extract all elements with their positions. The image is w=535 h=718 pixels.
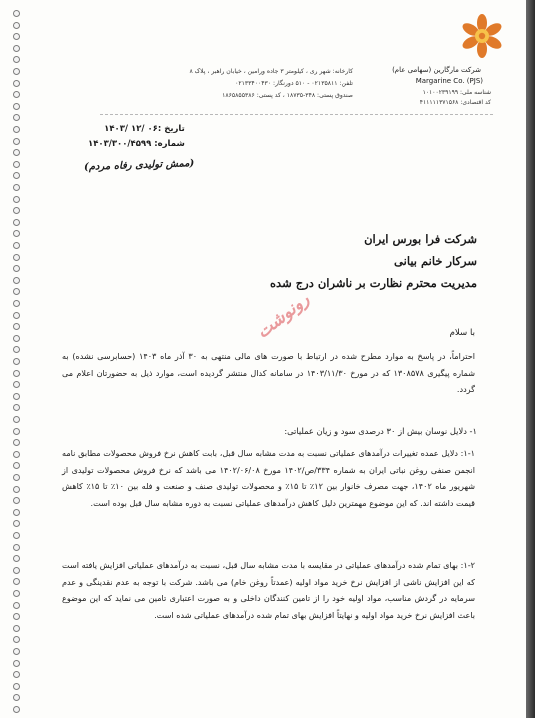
recipient-department: مدیریت محترم نظارت بر ناشران درج شده xyxy=(270,276,477,290)
binding-hole xyxy=(13,532,20,539)
binding-hole xyxy=(13,335,20,342)
binding-hole xyxy=(13,428,20,435)
binding-hole xyxy=(13,254,20,261)
national-id: شناسه ملی: ۱۰۱۰۰۲۳۹۱۹۹ xyxy=(422,89,491,96)
handwritten-note: (ممش تولیدی رفاه مردم) xyxy=(83,158,195,173)
binding-hole xyxy=(13,358,20,365)
binding-hole xyxy=(13,706,20,713)
recipient-block xyxy=(270,228,477,294)
binding-hole xyxy=(13,114,20,121)
binding-hole xyxy=(13,636,20,643)
binding-hole xyxy=(13,416,20,423)
binding-hole xyxy=(13,486,20,493)
binding-hole xyxy=(13,578,20,585)
binding-hole xyxy=(13,567,20,574)
item-1-1-paragraph: ۱-۱: دلایل عمده تغییرات درآمدهای عملیاتی نسبت به مدت مشابه سال قبل، بابت کاهش نرخ فروش محصولات مطابق نامه انجمن صنفی روغن نباتی ایران به شماره ۳۳۴/ص/۱۴۰۲ مورخ ۱۴۰۲/۰۶/۰۸ می باشد که نرخ فروش محصولات تولیدی از شهریور ماه ۱۴۰۲، جهت مصرف خانوار بین ۱۲٪ تا ۱۵٪ و محصولات تولیدی صنف و صنعت و فله بین ۱۰٪ تا ۱۵٪ کاهش قیمت داشته اند. که این موضوع مهمترین دلیل کاهش درآمدهای عملیاتی نسبت به دوره مشابه سال قبل بوده است. xyxy=(62,448,475,508)
recipient-organization: شرکت فرا بورس ایران xyxy=(364,232,477,246)
binding-hole xyxy=(13,497,20,504)
binding-hole xyxy=(13,404,20,411)
postal-info: صندوق پستی: ۳۴۸-۱۸۷۳۵ ، کد پستی: ۱۸۶۵۸۵۵۳۸۶ xyxy=(222,92,353,99)
binding-hole xyxy=(13,22,20,29)
binding-hole xyxy=(13,312,20,319)
binding-hole xyxy=(13,265,20,272)
binding-hole xyxy=(13,671,20,678)
binding-hole xyxy=(13,277,20,284)
binding-hole xyxy=(13,56,20,63)
letter-meta xyxy=(88,122,185,152)
header-divider xyxy=(100,114,493,115)
spiral-binding xyxy=(8,0,24,718)
red-stamp: رونوشت xyxy=(252,289,314,343)
binding-hole xyxy=(13,138,20,145)
binding-hole xyxy=(13,126,20,133)
binding-hole xyxy=(13,625,20,632)
section-title: ۱- دلایل نوسان بیش از ۳۰ درصدی سود و زیان عملیاتی: xyxy=(284,426,477,436)
binding-hole xyxy=(13,602,20,609)
binding-hole xyxy=(13,590,20,597)
binding-hole xyxy=(13,381,20,388)
binding-hole xyxy=(13,184,20,191)
binding-hole xyxy=(13,346,20,353)
binding-hole xyxy=(13,207,20,214)
intro-paragraph: احتراماً، در پاسخ به موارد مطرح شده در ارتباط با صورت های مالی منتهی به ۳۰ آذر ماه ۱۴۰۳ (حسابرسی نشده) به شماره پیگیری ۱۳۰۸۵۷۸ که در مورخ ۱۴۰۳/۱۱/۳۰ در سامانه کدال منتشر گردیده است، موارد ذیل به حضورتان اعلام می گردد. xyxy=(62,351,475,394)
binding-hole xyxy=(13,462,20,469)
binding-hole xyxy=(13,33,20,40)
company-name-en: Margarine Co. (PJS) xyxy=(415,77,483,85)
binding-hole xyxy=(13,509,20,516)
letter-number: شماره: ۱۴۰۳/۳۰۰/۴۵۹۹ xyxy=(88,139,185,149)
item-1-2-paragraph: ۱-۲: بهای تمام شده درآمدهای عملیاتی در مقایسه با مدت مشابه سال قبل، نسبت به درآمدهای عملیاتی افزایش یافته است که این افزایش ناشی از افزایش نرخ خرید مواد اولیه (عمدتاً روغن خام) می باشد. شرکت با توجه به عدم نقدینگی و عدم سرمایه در گردش مناسب، مواد اولیه خود را از تامین کنندگان داخلی و به صورت اعتباری تامین می نماید که این موضوع باعث افزایش نرخ خرید مواد اولیه و نهایتاً افزایش بهای تمام شده درآمدهای عملیاتی شده است. xyxy=(62,560,475,620)
phone-fax: تلفن: ۰۲۱۳۵۸۱۱ - ۵۱۰ دورنگار: ۰۲۱۳۳۴۰۰۴۳۰ xyxy=(235,80,353,87)
company-logo-icon xyxy=(457,12,507,66)
binding-hole xyxy=(13,161,20,168)
page-edge-shadow xyxy=(526,0,535,718)
binding-hole xyxy=(13,300,20,307)
binding-hole xyxy=(13,323,20,330)
binding-hole xyxy=(13,68,20,75)
binding-hole xyxy=(13,219,20,226)
binding-hole xyxy=(13,393,20,400)
binding-hole xyxy=(13,242,20,249)
binding-hole xyxy=(13,91,20,98)
binding-hole xyxy=(13,520,20,527)
binding-hole xyxy=(13,439,20,446)
binding-hole xyxy=(13,613,20,620)
binding-hole xyxy=(13,172,20,179)
binding-hole xyxy=(13,45,20,52)
company-name-fa: شرکت مارگارین (سهامی عام) xyxy=(392,66,481,74)
binding-hole xyxy=(13,230,20,237)
binding-hole xyxy=(13,648,20,655)
letter-date: تاریخ :۰۶ /۱۲ /۱۴۰۳ xyxy=(104,124,185,134)
binding-hole xyxy=(13,370,20,377)
binding-hole xyxy=(13,694,20,701)
binding-hole xyxy=(13,10,20,17)
greeting: با سلام xyxy=(449,328,475,338)
letterhead xyxy=(30,8,521,118)
binding-hole xyxy=(13,660,20,667)
binding-hole xyxy=(13,288,20,295)
binding-hole xyxy=(13,196,20,203)
binding-hole xyxy=(13,103,20,110)
binding-hole xyxy=(13,451,20,458)
binding-hole xyxy=(13,80,20,87)
recipient-person: سرکار خانم بیانی xyxy=(394,254,477,268)
economic-code: کد اقتصادی: ۴۱۱۱۱۱۳۷۱۵۶۸ xyxy=(419,99,491,106)
binding-hole xyxy=(13,474,20,481)
binding-hole xyxy=(13,149,20,156)
factory-address: کارخانه: شهر ری ، کیلومتر ۳ جاده ورامین ، خیابان راهبر ، پلاک ۸ xyxy=(189,68,353,75)
binding-hole xyxy=(13,555,20,562)
binding-hole xyxy=(13,544,20,551)
binding-hole xyxy=(13,683,20,690)
